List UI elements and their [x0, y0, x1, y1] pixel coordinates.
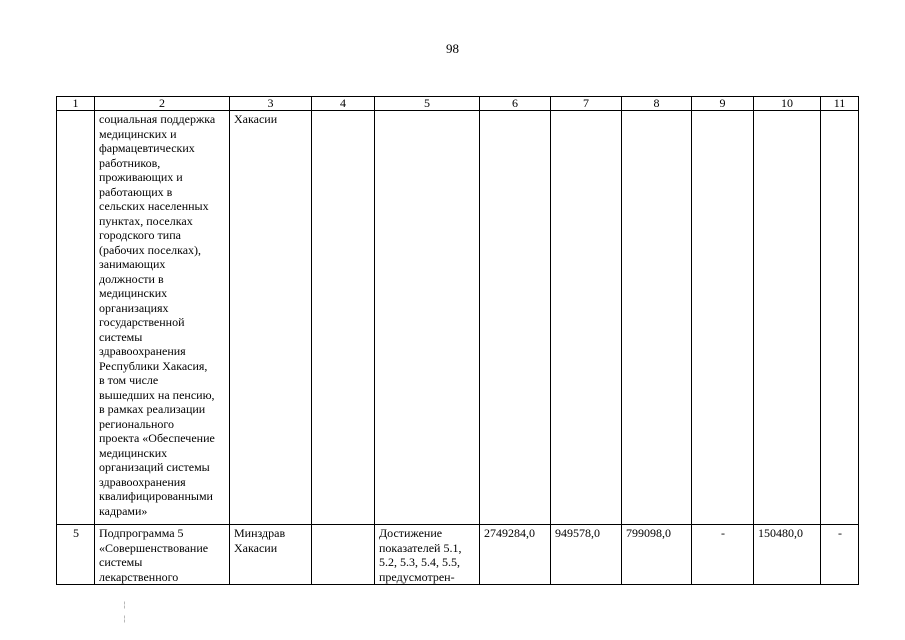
- scan-artifact: ¦: [122, 614, 127, 623]
- cell-responsible: Минздрав Хакасии: [230, 525, 312, 585]
- page-number: 98: [446, 41, 459, 56]
- cell-result: Достижение показателей 5.1, 5.2, 5.3, 5.4, 5.5, предусмотрен-: [375, 525, 480, 585]
- header-cell-9: 9: [692, 97, 754, 111]
- header-cell-3: 3: [230, 97, 312, 111]
- header-cell-10: 10: [754, 97, 821, 111]
- header-cell-6: 6: [480, 97, 551, 111]
- cell-col11: [821, 111, 859, 525]
- cell-col4: [312, 111, 375, 525]
- cell-activity-name: социальная поддержка медицинских и фармацевтических работников, проживающих и работающих в сельских населенных пунктах, поселках городского типа (рабочих поселках), занимающих должности в медицинских организациях государственной системы здравоохранения Республики Хакасия, в том числе вышедших на пенсию, в рамках реализации регионального проекта «Обеспечение медицинских организаций системы здравоохранения квалифицированными кадрами»: [95, 111, 230, 525]
- cell-col6: [480, 111, 551, 525]
- cell-result: [375, 111, 480, 525]
- table-row-subprogram-5: [57, 525, 859, 585]
- cell-number: 5: [57, 525, 95, 585]
- cell-responsible: Хакасии: [230, 111, 312, 525]
- header-row: [57, 97, 859, 111]
- cell-activity-name: Подпрограмма 5 «Совершенствование системы лекарственного: [95, 525, 230, 585]
- cell-col8: [622, 111, 692, 525]
- scan-artifact: ¦: [122, 600, 127, 609]
- header-cell-2: 2: [95, 97, 230, 111]
- cell-col4: [312, 525, 375, 585]
- cell-col9: -: [692, 525, 754, 585]
- cell-col7: [551, 111, 622, 525]
- header-cell-5: 5: [375, 97, 480, 111]
- table-row-continued: [57, 111, 859, 525]
- header-cell-1: 1: [57, 97, 95, 111]
- cell-col10: [754, 111, 821, 525]
- cell-col6: 2749284,0: [480, 525, 551, 585]
- cell-col7: 949578,0: [551, 525, 622, 585]
- header-cell-7: 7: [551, 97, 622, 111]
- cell-col11: -: [821, 525, 859, 585]
- header-cell-11: 11: [821, 97, 859, 111]
- header-cell-8: 8: [622, 97, 692, 111]
- cell-col10: 150480,0: [754, 525, 821, 585]
- cell-number: [57, 111, 95, 525]
- document-table: [56, 96, 859, 585]
- header-cell-4: 4: [312, 97, 375, 111]
- cell-col9: [692, 111, 754, 525]
- cell-col8: 799098,0: [622, 525, 692, 585]
